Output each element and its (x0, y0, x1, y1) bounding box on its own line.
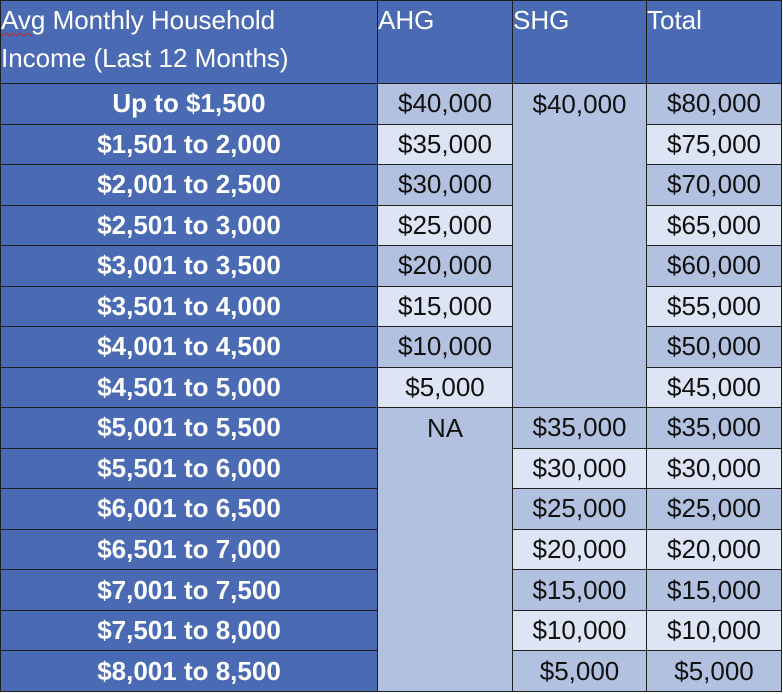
header-income-word-avg: Avg (1, 5, 46, 35)
ahg-cell: $35,000 (378, 124, 513, 165)
table-row (1, 205, 782, 246)
income-range-cell: $4,501 to 5,000 (1, 367, 378, 408)
table-row (1, 246, 782, 287)
income-range-cell: $5,001 to 5,500 (1, 408, 378, 449)
shg-merged-cell (513, 84, 647, 408)
income-range-cell: $4,001 to 4,500 (1, 327, 378, 368)
table-row (1, 327, 782, 368)
header-income (1, 1, 378, 84)
ahg-cell: $20,000 (378, 246, 513, 287)
ahg-cell: $10,000 (378, 327, 513, 368)
table-row (1, 286, 782, 327)
income-range-cell: $7,001 to 7,500 (1, 570, 378, 611)
shg-cell: $10,000 (513, 610, 647, 651)
income-range-cell: $2,001 to 2,500 (1, 165, 378, 206)
header-ahg: AHG (378, 1, 513, 84)
header-income-line2: Income (Last 12 Months) (1, 43, 289, 73)
shg-cell: $15,000 (513, 570, 647, 611)
income-range-cell: $6,501 to 7,000 (1, 529, 378, 570)
header-total: Total (647, 1, 782, 84)
income-range-cell: $8,001 to 8,500 (1, 651, 378, 692)
total-cell: $45,000 (647, 367, 782, 408)
ahg-cell: $5,000 (378, 367, 513, 408)
total-cell: $65,000 (647, 205, 782, 246)
income-range-cell: $7,501 to 8,000 (1, 610, 378, 651)
shg-cell: $30,000 (513, 448, 647, 489)
shg-cell: $35,000 (513, 408, 647, 449)
table-row (1, 84, 782, 125)
ahg-merged-cell (378, 408, 513, 692)
ahg-cell: $25,000 (378, 205, 513, 246)
total-cell: $55,000 (647, 286, 782, 327)
table-row (1, 165, 782, 206)
header-income-line1: Monthly Household (45, 5, 276, 35)
income-range-cell: $1,501 to 2,000 (1, 124, 378, 165)
total-cell: $5,000 (647, 651, 782, 692)
total-cell: $80,000 (647, 84, 782, 125)
ahg-cell: $30,000 (378, 165, 513, 206)
shg-cell: $5,000 (513, 651, 647, 692)
income-range-cell: $3,001 to 3,500 (1, 246, 378, 287)
total-cell: $50,000 (647, 327, 782, 368)
income-range-cell: $2,501 to 3,000 (1, 205, 378, 246)
total-cell: $30,000 (647, 448, 782, 489)
header-shg: SHG (513, 1, 647, 84)
income-range-cell: $5,501 to 6,000 (1, 448, 378, 489)
total-cell: $25,000 (647, 489, 782, 530)
income-range-cell: $3,501 to 4,000 (1, 286, 378, 327)
header-row (1, 1, 782, 84)
ahg-cell-value: NA (426, 413, 464, 444)
table-row (1, 408, 782, 449)
total-cell: $75,000 (647, 124, 782, 165)
total-cell: $70,000 (647, 165, 782, 206)
total-cell: $15,000 (647, 570, 782, 611)
shg-cell-value: $40,000 (532, 89, 627, 120)
income-range-cell: Up to $1,500 (1, 84, 378, 125)
table-row (1, 367, 782, 408)
table-row (1, 124, 782, 165)
total-cell: $35,000 (647, 408, 782, 449)
total-cell: $10,000 (647, 610, 782, 651)
ahg-cell: $40,000 (378, 84, 513, 125)
total-cell: $60,000 (647, 246, 782, 287)
income-range-cell: $6,001 to 6,500 (1, 489, 378, 530)
shg-cell: $25,000 (513, 489, 647, 530)
total-cell: $20,000 (647, 529, 782, 570)
ahg-cell: $15,000 (378, 286, 513, 327)
shg-cell: $20,000 (513, 529, 647, 570)
